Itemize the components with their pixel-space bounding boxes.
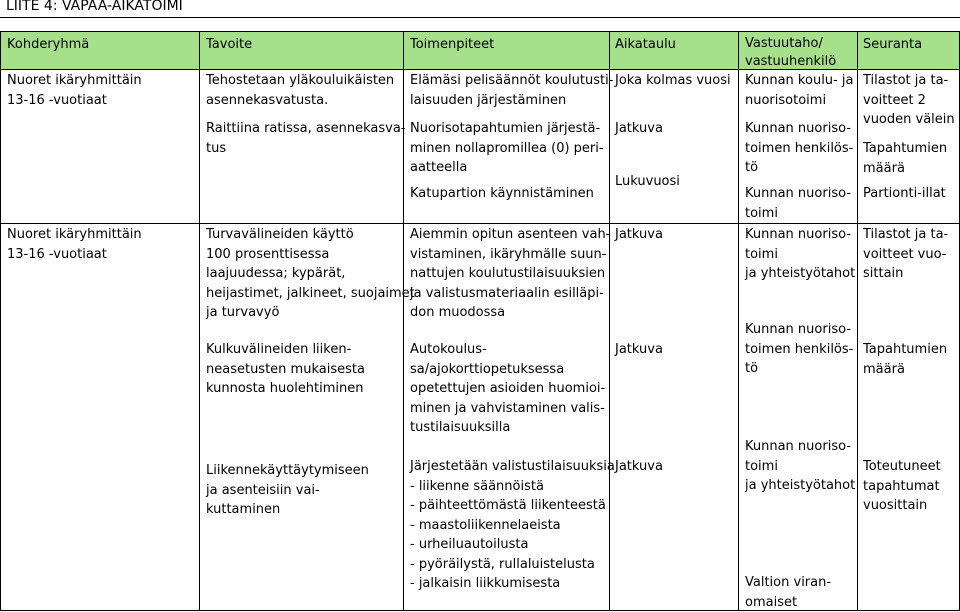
header-toimenpiteet: Toimenpiteet xyxy=(410,37,495,52)
row1-kohderyhma: Nuoret ikäryhmittäin 13-16 -vuotiaat xyxy=(7,73,142,108)
header-vastuutaho: Vastuutaho/ vastuuhenkilö xyxy=(745,36,837,69)
column-divider xyxy=(857,31,858,611)
row1-seuranta-3: Partionti-illat xyxy=(863,186,946,201)
row1-toimenpide-3: Katupartion käynnistäminen xyxy=(410,186,594,201)
document-title: LIITE 4: VAPAA-AIKATOIMI xyxy=(6,0,183,14)
row1-vastuu-2: Kunnan nuoriso- toimen henkilös- tö xyxy=(745,121,854,175)
row-divider xyxy=(0,223,960,224)
row1-tavoite-1: Tehostetaan yläkouluikäisten asennekasvatusta. xyxy=(206,73,395,108)
column-divider xyxy=(738,31,739,611)
row2-kohderyhma: Nuoret ikäryhmittäin 13-16 -vuotiaat xyxy=(7,227,142,262)
row1-aikataulu-3: Lukuvuosi xyxy=(615,174,680,189)
row2-aikataulu-3: Jatkuva xyxy=(615,459,663,474)
row2-toimenpide-1: Aiemmin opitun asenteen vah- vistaminen, ikäryhmälle suun- nattujen koulutustilaisuuksien ja valistusmateriaalin esilläpi- don muodossa xyxy=(410,227,611,320)
column-divider xyxy=(199,31,200,611)
row2-aikataulu-2: Jatkuva xyxy=(615,342,663,357)
row1-vastuu-3: Kunnan nuoriso- toimi xyxy=(745,186,851,221)
row1-aikataulu-1: Joka kolmas vuosi xyxy=(615,73,731,88)
header-tavoite: Tavoite xyxy=(206,37,253,52)
row2-vastuu-3: Kunnan nuoriso- toimi ja yhteistyötahot xyxy=(745,439,856,493)
row2-tavoite-2: Kulkuvälineiden liiken- neasetusten mukaisesta kunnosta huolehtiminen xyxy=(206,342,365,396)
row1-tavoite-2: Raittiina ratissa, asennekasva- tus xyxy=(206,121,406,156)
row1-toimenpide-2: Nuorisotapahtumien järjestä- minen nollapromillea (0) peri- aatteella xyxy=(410,121,604,175)
header-seuranta: Seuranta xyxy=(863,37,923,52)
title-underline xyxy=(0,17,960,18)
row2-tavoite-1: Turvavälineiden käyttö 100 prosenttisessa laajuudessa; kypärät, heijastimet, jalkineet, suojaimet ja turvavyö xyxy=(206,227,415,320)
row2-vastuu-2: Kunnan nuoriso- toimen henkilös- tö xyxy=(745,322,854,376)
table-border-left xyxy=(0,31,1,611)
row1-vastuu-1: Kunnan koulu- ja nuorisotoimi xyxy=(745,73,854,108)
row2-tavoite-3: Liikennekäyttäytymiseen ja asenteisiin vai- kuttaminen xyxy=(206,463,369,517)
row2-toimenpide-3: Järjestetään valistustilaisuuksia - liikenne säännöistä - päihteettömästä liikenteestä - maastoliikennelaeista - urheiluautoilusta - pyöräilystä, rullaluistelusta - jalkaisin liikkumisesta xyxy=(410,459,615,591)
row2-aikataulu-1: Jatkuva xyxy=(615,227,663,242)
row2-seuranta-1: Tilastot ja ta- voitteet vuo- sittain xyxy=(863,227,949,281)
row1-seuranta-2: Tapahtumien määrä xyxy=(863,141,948,176)
row2-seuranta-3: Toteutuneet tapahtumat vuosittain xyxy=(863,459,941,513)
row1-toimenpide-1: Elämäsi pelisäännöt koulutusti- laisuuden järjestäminen xyxy=(410,73,614,108)
row2-vastuu-4: Valtion viran- omaiset xyxy=(745,575,832,610)
row1-aikataulu-2: Jatkuva xyxy=(615,121,663,136)
header-aikataulu: Aikataulu xyxy=(615,37,676,52)
table-border-top xyxy=(0,31,960,32)
row2-vastuu-1: Kunnan nuoriso- toimi ja yhteistyötahot xyxy=(745,227,856,281)
header-kohderyhma: Kohderyhmä xyxy=(7,37,90,52)
row1-seuranta-1: Tilastot ja ta- voitteet 2 vuoden välein xyxy=(863,73,955,127)
row2-seuranta-2: Tapahtumien määrä xyxy=(863,342,948,377)
row2-toimenpide-2: Autokoulus- sa/ajokorttiopetuksessa opetettujen asioiden huomioi- minen ja vahvistaminen valis- tustilaisuuksilla xyxy=(410,342,606,435)
